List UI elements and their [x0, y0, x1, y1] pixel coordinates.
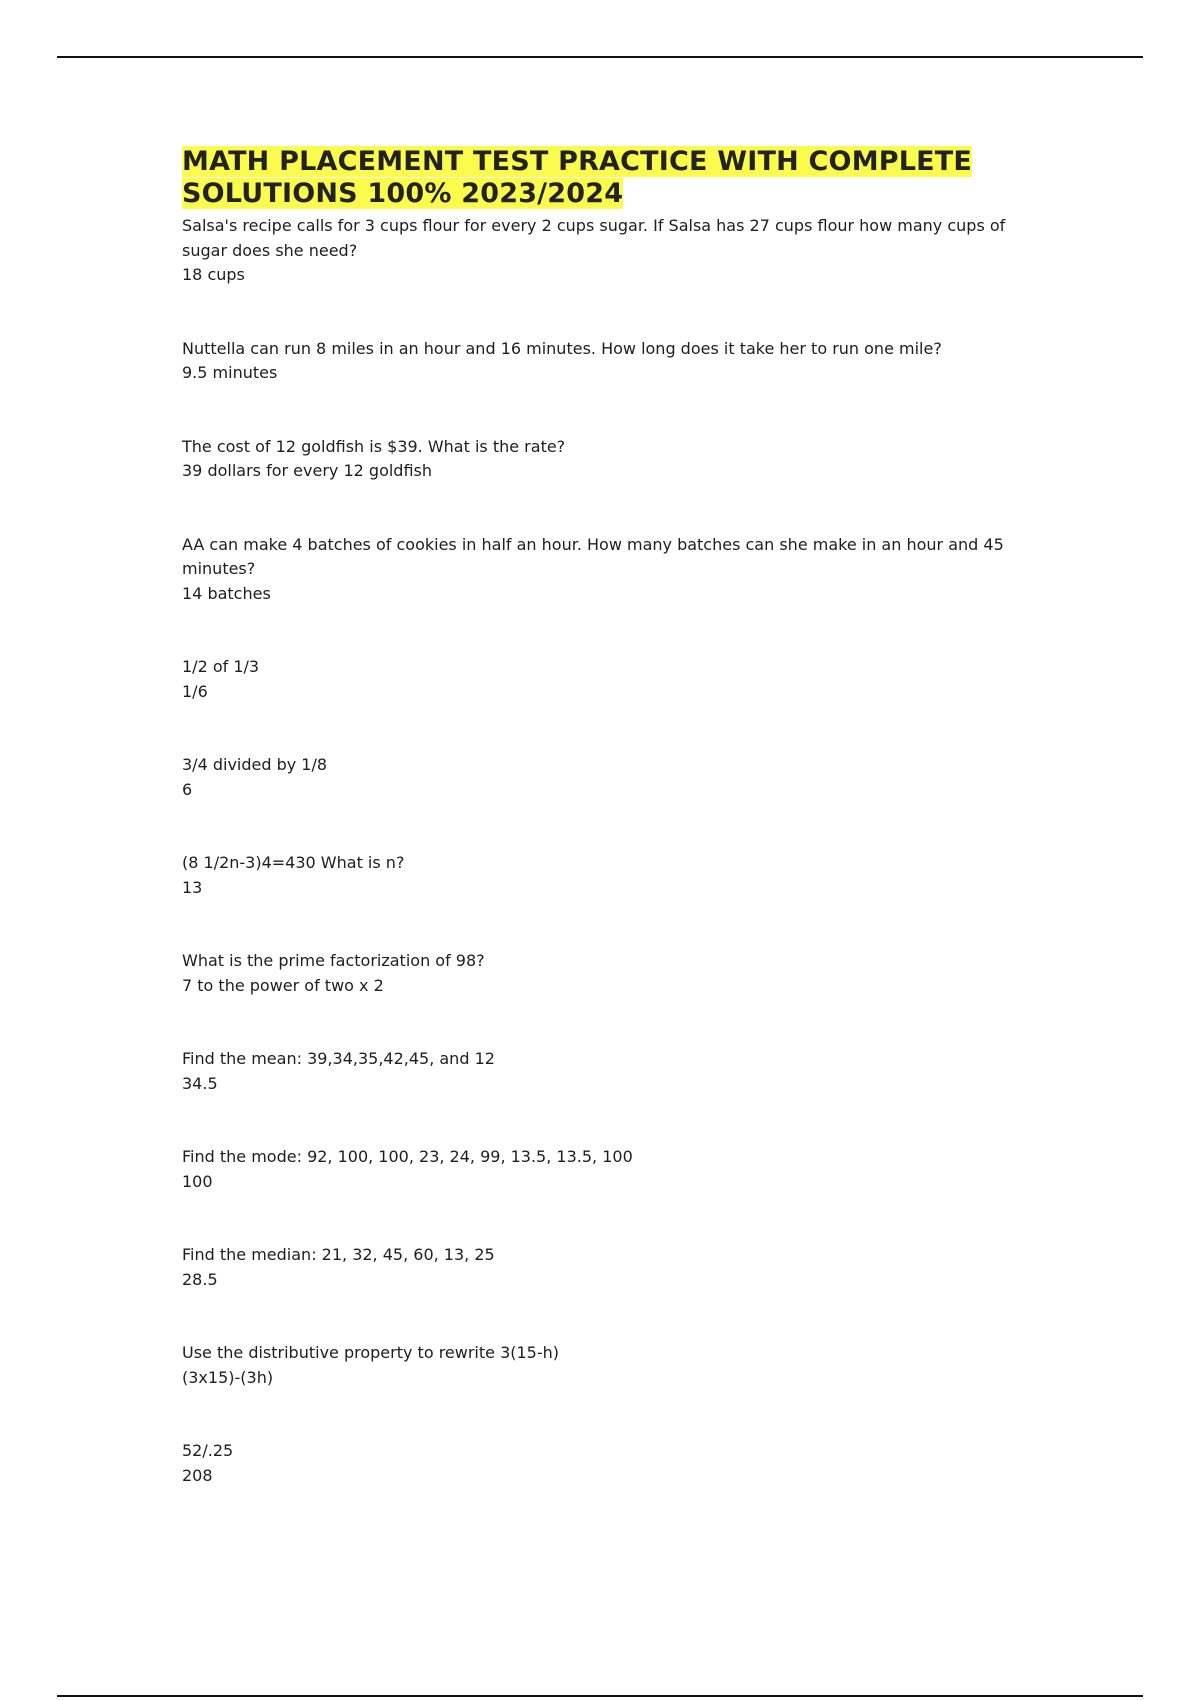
answer-text: 100	[182, 1171, 213, 1191]
qa-item-13	[182, 1439, 1032, 1488]
question-text: 3/4 divided by 1/8	[182, 755, 328, 774]
footer-rule	[57, 1695, 1143, 1697]
answer-text: 9.5 minutes	[182, 363, 278, 382]
qa-item-1	[182, 214, 1032, 288]
document-body	[182, 146, 1032, 1488]
title-line-2: SOLUTIONS 100% 2023/2024	[182, 178, 624, 209]
title-line-1: MATH PLACEMENT TEST PRACTICE WITH COMPLETE	[182, 146, 973, 177]
answer-text: 34.5	[182, 1073, 218, 1093]
qa-item-3	[182, 435, 1032, 484]
question-text: (8 1/2n-3)4=430 What is n?	[182, 853, 405, 872]
answer-text: 28.5	[182, 1269, 218, 1289]
question-text: Use the distributive property to rewrite 3(15-h)	[182, 1343, 560, 1362]
qa-item-12	[182, 1341, 1032, 1390]
qa-item-5	[182, 655, 1032, 704]
qa-item-10	[182, 1145, 1032, 1194]
answer-text: 1/6	[182, 681, 208, 701]
question-text: What is the prime factorization of 98?	[182, 951, 485, 970]
answer-text: 18 cups	[182, 265, 245, 284]
question-text: AA can make 4 batches of cookies in half an hour. How many batches can she make in an hour and 45 minutes?	[182, 534, 1004, 578]
question-text: Find the mean: 39,34,35,42,45, and 12	[182, 1049, 495, 1068]
qa-item-8	[182, 949, 1032, 998]
answer-text: 7 to the power of two x 2	[182, 975, 384, 995]
question-text: Find the median: 21, 32, 45, 60, 13, 25	[182, 1245, 495, 1264]
answer-text: 6	[182, 779, 193, 799]
qa-item-2	[182, 337, 1032, 386]
qa-item-9	[182, 1047, 1032, 1096]
qa-item-7	[182, 851, 1032, 900]
question-text: 52/.25	[182, 1441, 234, 1460]
question-text: 1/2 of 1/3	[182, 657, 260, 676]
header-rule	[57, 56, 1143, 58]
question-text: Find the mode: 92, 100, 100, 23, 24, 99, 13.5, 13.5, 100	[182, 1147, 633, 1166]
document-title	[182, 146, 1032, 210]
qa-item-6	[182, 753, 1032, 802]
answer-text: 13	[182, 877, 203, 897]
answer-text: (3x15)-(3h)	[182, 1367, 274, 1387]
question-text: Nuttella can run 8 miles in an hour and 16 minutes. How long does it take her to run one mile?	[182, 338, 942, 358]
qa-item-11	[182, 1243, 1032, 1292]
answer-text: 39 dollars for every 12 goldfish	[182, 461, 433, 480]
question-text: Salsa's recipe calls for 3 cups flour for every 2 cups sugar. If Salsa has 27 cups flour how many cups of sugar does she need?	[182, 216, 1006, 260]
answer-text: 14 batches	[182, 583, 271, 603]
qa-item-4	[182, 533, 1032, 607]
answer-text: 208	[182, 1465, 213, 1485]
question-text: The cost of 12 goldfish is $39. What is the rate?	[182, 436, 566, 456]
